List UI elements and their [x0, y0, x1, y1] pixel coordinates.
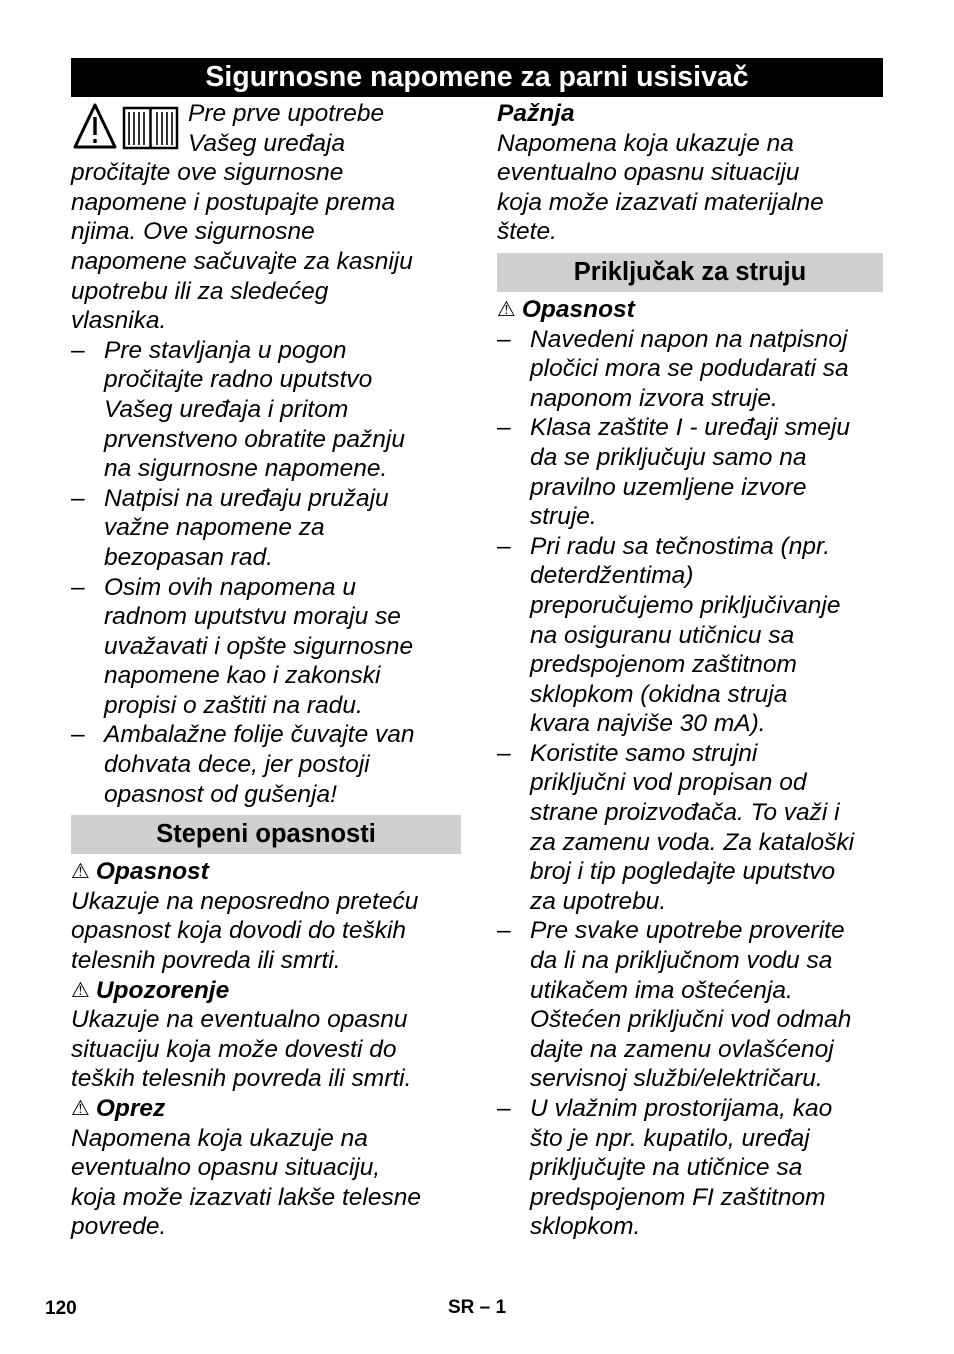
bullet-line: Ambalažne folije čuvajte van	[104, 721, 415, 749]
attention-line: eventualno opasnu situaciju	[497, 159, 800, 187]
bullet-line: dohvata dece, jer postoji	[104, 751, 370, 779]
intro-first-lines	[188, 99, 384, 158]
level-line: Ukazuje na eventualno opasnu	[71, 1006, 408, 1034]
bullet-line: napomene kao i zakonski	[104, 662, 381, 690]
level-line: eventualno opasnu situaciju,	[71, 1154, 381, 1182]
warning-triangle-icon: ⚠	[71, 860, 90, 884]
warning-triangle-icon: ⚠	[71, 978, 90, 1002]
level-line: koja može izazvati lakše telesne	[71, 1183, 421, 1211]
section-heading-hazard-levels: Stepeni opasnosti	[71, 815, 461, 854]
level-line: povrede.	[71, 1213, 167, 1241]
bullet-line: struje.	[530, 503, 597, 531]
bullet-line: Pre stavljanja u pogon	[104, 336, 347, 364]
dash-marker: –	[497, 325, 511, 353]
dash-marker: –	[71, 721, 85, 749]
bullet-line: propisi o zaštiti na radu.	[104, 691, 363, 719]
page-title: Sigurnosne napomene za parni usisivač	[71, 58, 883, 97]
bullet-line: servisnoj službi/električaru.	[530, 1065, 823, 1093]
bullet-line: Pre svake upotrebe proverite	[530, 917, 845, 945]
bullet-line: preporučujemo priključivanje	[530, 591, 841, 619]
safety-bullet	[71, 484, 461, 573]
power-bullet	[497, 325, 883, 414]
bullet-line: na sigurnosne napomene.	[104, 455, 388, 483]
level-heading-caution	[71, 1094, 461, 1124]
bullet-line: priključni vod propisan od	[530, 769, 807, 797]
bullet-line: pravilno uzemljene izvore	[530, 473, 807, 501]
level-heading-text: Oprez	[95, 1095, 166, 1122]
bullet-line: pročitajte radno uputstvo	[104, 366, 373, 394]
power-bullet	[497, 1094, 883, 1242]
attention-line: Napomena koja ukazuje na	[497, 129, 794, 157]
level-heading-text: Upozorenje	[95, 976, 230, 1004]
section-heading-power-connection: Priključak za struju	[497, 253, 883, 292]
bullet-line: broj i tip pogledajte uputstvo	[530, 858, 836, 886]
bullet-line: Navedeni napon na natpisnoj	[530, 325, 848, 353]
power-danger-heading-text: Opasnost	[521, 295, 635, 323]
bullet-line: Osim ovih napomena u	[104, 573, 356, 601]
intro-line: pročitajte ove sigurnosne	[71, 159, 344, 187]
bullet-line: utikačem ima oštećenja.	[530, 976, 793, 1004]
bullet-line: predspojenom zaštitnom	[530, 651, 797, 679]
bullet-line: strane proizvođača. To važi i	[530, 799, 840, 827]
level-line: teških telesnih povreda ili smrti.	[71, 1065, 412, 1093]
dash-marker: –	[71, 573, 85, 601]
bullet-line: dajte na zamenu ovlašćenoj	[530, 1035, 834, 1063]
power-bullet	[497, 916, 883, 1094]
bullet-line: što je npr. kupatilo, uređaj	[530, 1124, 810, 1152]
bullet-line: pločici mora se podudarati sa	[530, 355, 849, 383]
dash-marker: –	[71, 484, 85, 512]
intro-line: napomene i postupajte prema	[71, 188, 396, 216]
safety-bullet	[71, 336, 461, 484]
dash-marker: –	[497, 739, 511, 767]
power-bullet	[497, 532, 883, 739]
safety-bullet	[71, 573, 461, 721]
bullet-line: bezopasan rad.	[104, 543, 273, 571]
bullet-line: da se priključuju samo na	[530, 443, 807, 471]
intro-line: njima. Ove sigurnosne	[71, 218, 315, 246]
intro-line: Vašeg uređaja	[188, 129, 346, 157]
bullet-line: Natpisi na uređaju pružaju	[104, 484, 389, 512]
bullet-line: kvara najviše 30 mA).	[530, 710, 766, 738]
bullet-line: Vašeg uređaja i pritom	[104, 395, 349, 423]
bullet-line: za upotrebu.	[530, 887, 667, 915]
bullet-line: Pri radu sa tečnostima (npr.	[530, 532, 831, 560]
dash-marker: –	[497, 414, 511, 442]
attention-line: štete.	[497, 218, 557, 246]
attention-line: koja može izazvati materijalne	[497, 188, 824, 216]
power-bullet	[497, 739, 883, 917]
bullet-line: naponom izvora struje.	[530, 384, 778, 412]
left-column	[71, 99, 461, 1242]
level-line: situaciju koja može dovesti do	[71, 1035, 397, 1063]
bullet-line: uvažavati i opšte sigurnosne	[104, 632, 414, 660]
intro-line: vlasnika.	[71, 307, 167, 335]
dash-marker: –	[497, 1095, 511, 1122]
level-heading-attention: Pažnja	[497, 100, 575, 127]
bullet-line: priključujte na utičnice sa	[530, 1154, 803, 1182]
power-bullet	[497, 413, 883, 531]
intro-line: upotrebu ili za sledećeg	[71, 277, 329, 305]
bullet-line: važne napomene za	[104, 514, 325, 542]
bullet-line: sklopkom.	[530, 1213, 641, 1241]
bullet-line: radnom uputstvu moraju se	[104, 603, 401, 631]
level-line: opasnost koja dovodi do teških	[71, 917, 407, 945]
bullet-line: opasnost od gušenja!	[104, 780, 337, 808]
bullet-line: Koristite samo strujni	[530, 739, 758, 767]
dash-marker: –	[497, 917, 511, 945]
warning-triangle-icon: ⚠	[71, 1097, 90, 1120]
warning-and-manual-icon	[73, 102, 179, 152]
level-line: Ukazuje na neposredno pretеću	[71, 887, 419, 915]
intro-line: Pre prve upotrebe	[188, 100, 385, 127]
right-column	[497, 99, 883, 1242]
bullet-line: U vlažnim prostorijama, kao	[530, 1095, 833, 1122]
bullet-line: prvenstveno obratite pažnju	[104, 425, 405, 453]
bullet-line: za zamenu voda. Za kataloški	[530, 828, 855, 856]
bullet-line: da li na priključnom vodu sa	[530, 947, 833, 975]
warning-triangle-icon: ⚠	[497, 297, 516, 321]
language-page-label: SR – 1	[448, 1297, 507, 1318]
intro-line: napomene sačuvajte za kasniju	[71, 247, 413, 275]
page-number: 120	[45, 1298, 77, 1319]
bullet-line: Oštećen priključni vod odmah	[530, 1006, 852, 1034]
level-heading-text: Opasnost	[95, 858, 209, 886]
bullet-line: na osiguranu utičnicu sa	[530, 621, 795, 649]
intro-block	[71, 99, 461, 158]
level-line: telesnih povreda ili smrti.	[71, 947, 341, 975]
bullet-line: sklopkom (okidna struja	[530, 680, 788, 708]
bullet-line: Klasa zaštite I - uređaji smeju	[530, 414, 850, 442]
level-heading-danger	[71, 857, 461, 887]
safety-bullet	[71, 720, 461, 809]
dash-marker: –	[71, 336, 85, 364]
level-heading-warning	[71, 976, 461, 1006]
bullet-line: deterdžentima)	[530, 562, 694, 590]
dash-marker: –	[497, 532, 511, 560]
bullet-line: predspojenom FI zaštitnom	[530, 1183, 826, 1211]
level-line: Napomena koja ukazuje na	[71, 1124, 368, 1152]
power-danger-heading	[497, 295, 883, 325]
